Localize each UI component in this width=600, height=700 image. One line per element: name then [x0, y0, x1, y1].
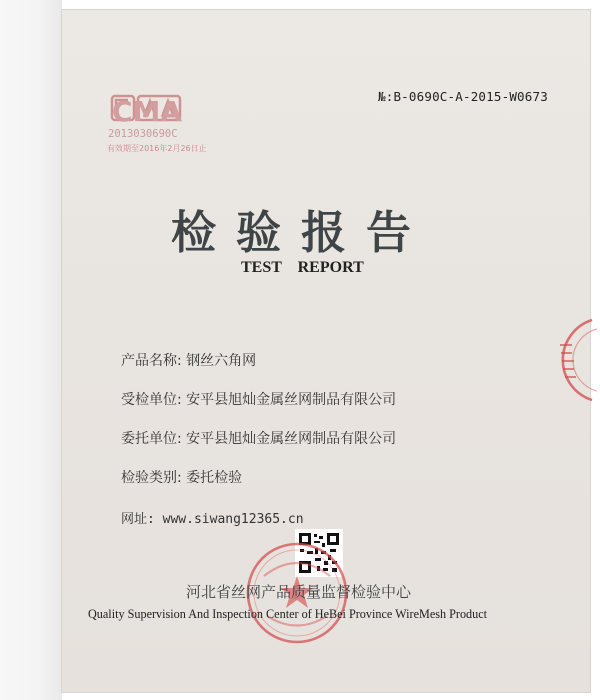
- inspection-type-value: 委托检验: [186, 470, 243, 486]
- partial-seal-icon: [545, 318, 600, 402]
- product-name-field: [121, 350, 256, 370]
- product-name-label: 产品名称:: [121, 353, 182, 369]
- client-unit-field: [121, 428, 396, 448]
- scan-left-margin: [0, 0, 62, 700]
- website-label: 网址:: [121, 512, 155, 527]
- client-unit-value: 安平县旭灿金属丝网制品有限公司: [186, 431, 397, 447]
- organization-chinese: 河北省丝网产品质量监督检验中心: [186, 583, 412, 601]
- inspected-unit-label: 受检单位:: [121, 392, 182, 408]
- cma-validity-text: 有效期至2016年2月26日止: [107, 144, 207, 153]
- inspected-unit-value: 安平县旭灿金属丝网制品有限公司: [186, 392, 397, 408]
- product-name-value: 钢丝六角网: [186, 353, 257, 369]
- inspection-type-label: 检验类别:: [121, 470, 182, 486]
- page-title-chinese: 检验报告: [171, 206, 432, 259]
- website-field: [121, 508, 304, 527]
- client-unit-label: 委托单位:: [121, 431, 182, 447]
- organization-english: Quality Supervision And Inspection Center of HeBei Province WireMesh Product: [88, 607, 488, 621]
- cma-certificate-number: 2013030690C: [108, 128, 178, 140]
- inspection-type-field: [121, 467, 242, 487]
- report-number: №:B-0690C-A-2015-W0673: [378, 89, 548, 104]
- inspected-unit-field: [121, 389, 396, 409]
- svg-text:CMA: CMA: [112, 95, 183, 128]
- page-title-english: TEST REPORT: [241, 259, 364, 276]
- website-value: www.siwang12365.cn: [162, 512, 304, 527]
